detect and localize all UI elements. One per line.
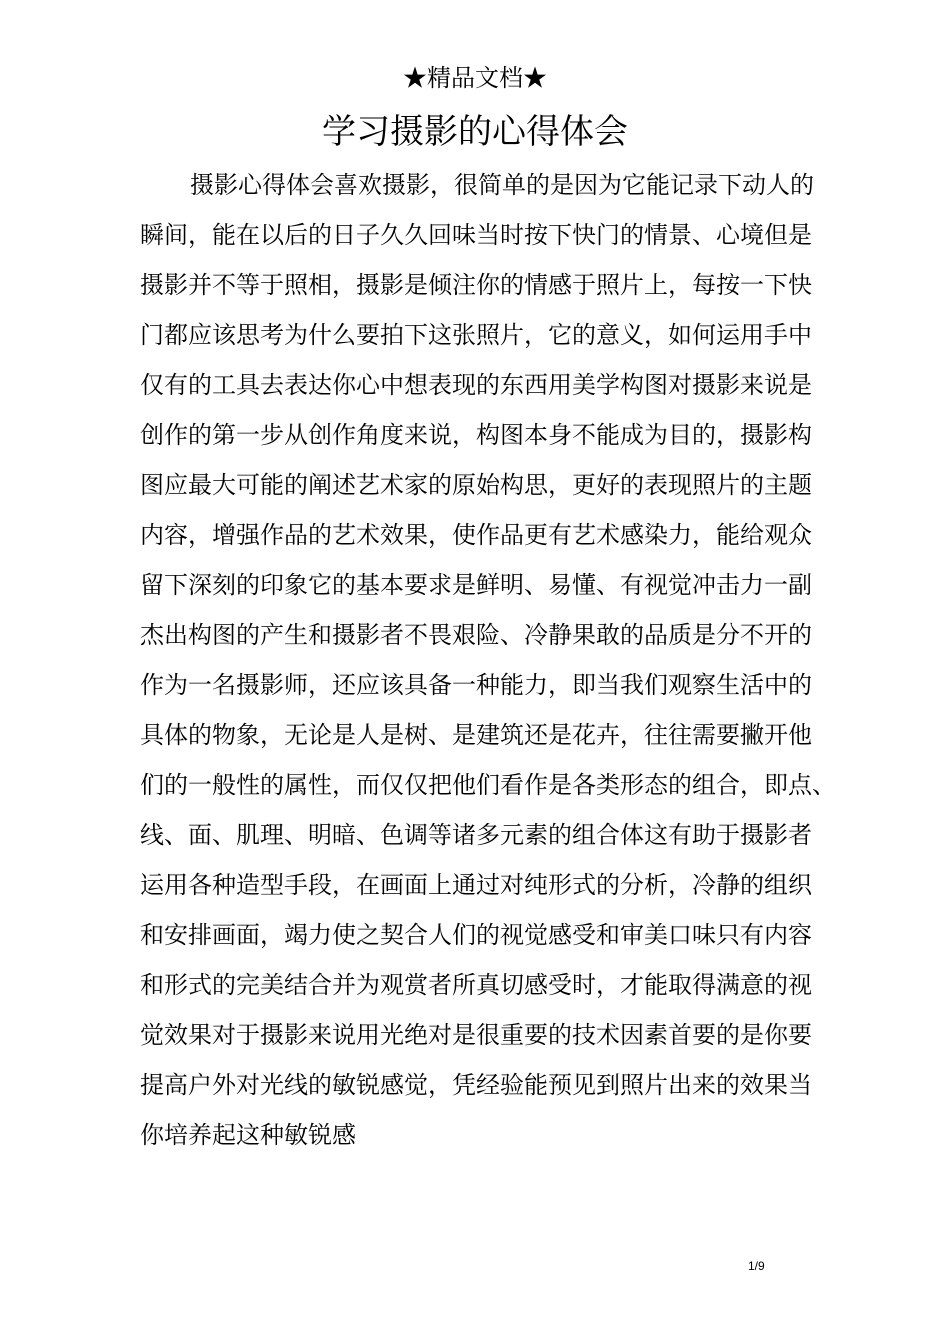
body-line: 们的一般性的属性，而仅仅把他们看作是各类形态的组合，即点、 [140, 771, 836, 799]
body-line: 创作的第一步从创作角度来说，构图本身不能成为目的，摄影构 [140, 421, 812, 449]
body-line: 杰出构图的产生和摄影者不畏艰险、冷静果敢的品质是分不开的 [140, 621, 812, 649]
body-line: 门都应该思考为什么要拍下这张照片，它的意义，如何运用手中 [140, 321, 812, 349]
body-line: 觉效果对于摄影来说用光绝对是很重要的技术因素首要的是你要 [140, 1021, 812, 1049]
body-line: 图应最大可能的阐述艺术家的原始构思，更好的表现照片的主题 [140, 471, 812, 499]
page-title: 学习摄影的心得体会 [322, 112, 628, 152]
header-mark: ★精品文档★ [403, 64, 547, 92]
body-paragraph [140, 160, 840, 1160]
body-line: 摄影并不等于照相，摄影是倾注你的情感于照片上，每按一下快 [140, 271, 812, 299]
body-line: 你培养起这种敏锐感 [140, 1121, 356, 1149]
body-line: 和形式的完美结合并为观赏者所真切感受时，才能取得满意的视 [140, 971, 812, 999]
body-line: 瞬间，能在以后的日子久久回味当时按下快门的情景、心境但是 [140, 221, 812, 249]
body-line: 摄影心得体会喜欢摄影，很简单的是因为它能记录下动人的 [190, 171, 814, 199]
body-line: 和安排画面，竭力使之契合人们的视觉感受和审美口味只有内容 [140, 921, 812, 949]
body-line: 提高户外对光线的敏锐感觉，凭经验能预见到照片出来的效果当 [140, 1071, 812, 1099]
body-line: 仅有的工具去表达你心中想表现的东西用美学构图对摄影来说是 [140, 371, 812, 399]
body-line: 作为一名摄影师，还应该具备一种能力，即当我们观察生活中的 [140, 671, 812, 699]
page-number: 1/9 [748, 1259, 765, 1273]
body-line: 具体的物象，无论是人是树、是建筑还是花卉，往往需要撇开他 [140, 721, 812, 749]
body-line: 留下深刻的印象它的基本要求是鲜明、易懂、有视觉冲击力一副 [140, 571, 812, 599]
body-line: 线、面、肌理、明暗、色调等诸多元素的组合体这有助于摄影者 [140, 821, 812, 849]
body-line: 内容，增强作品的艺术效果，使作品更有艺术感染力，能给观众 [140, 521, 812, 549]
body-line: 运用各种造型手段，在画面上通过对纯形式的分析，冷静的组织 [140, 871, 812, 899]
